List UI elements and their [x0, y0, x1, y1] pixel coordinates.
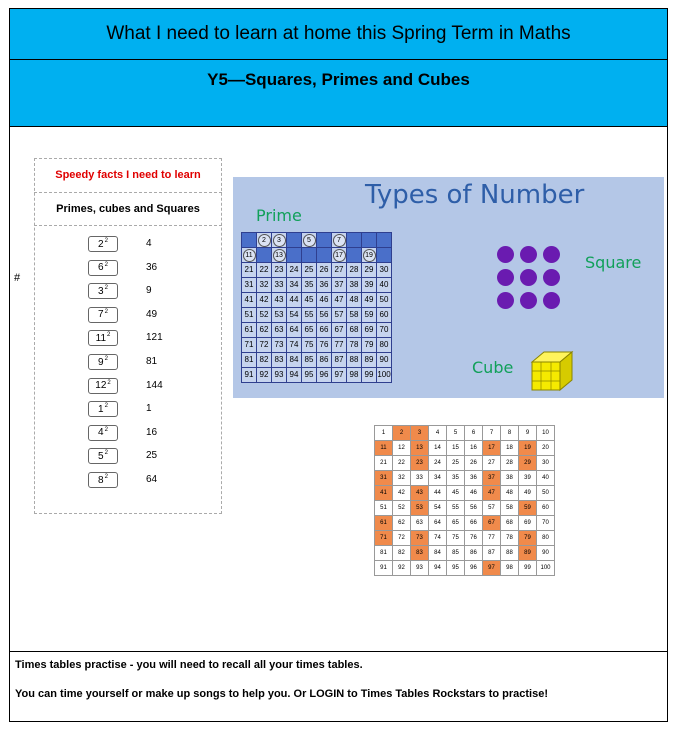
grid-cell: 57 [332, 308, 347, 323]
grid-cell: 95 [302, 368, 317, 383]
power-box [88, 401, 118, 417]
power-box [88, 425, 118, 441]
grid-cell: 38 [501, 471, 519, 486]
grid-cell: 83 [411, 546, 429, 561]
power-answer: 25 [146, 450, 158, 462]
power-base: 12 [95, 380, 107, 392]
grid-cell: 49 [362, 293, 377, 308]
grid-cell: 45 [447, 486, 465, 501]
page-title: What I need to learn at home this Spring Term in Maths [9, 8, 668, 60]
grid-cell: 97 [332, 368, 347, 383]
grid-cell: 7 [483, 426, 501, 441]
grid-cell: 36 [465, 471, 483, 486]
square-dot [497, 292, 514, 309]
grid-cell: 60 [377, 308, 392, 323]
power-base: 5 [98, 450, 104, 462]
square-dot [497, 246, 514, 263]
grid-cell: 33 [411, 471, 429, 486]
grid-cell: 90 [377, 353, 392, 368]
grid-cell: 30 [377, 263, 392, 278]
grid-cell [317, 233, 332, 248]
grid-cell: 98 [347, 368, 362, 383]
grid-cell: 33 [272, 278, 287, 293]
grid-cell: 81 [375, 546, 393, 561]
grid-cell: 90 [537, 546, 555, 561]
grid-cell [242, 233, 257, 248]
grid-cell: 12 [393, 441, 411, 456]
grid-cell: 96 [465, 561, 483, 576]
grid-cell: 21 [375, 456, 393, 471]
power-box [88, 354, 118, 370]
grid-cell: 93 [272, 368, 287, 383]
grid-cell [257, 233, 272, 248]
grid-cell: 45 [302, 293, 317, 308]
prime-hundred-grid [241, 232, 392, 383]
square-dot [543, 292, 560, 309]
grid-cell: 11 [375, 441, 393, 456]
grid-cell: 50 [537, 486, 555, 501]
grid-cell: 53 [272, 308, 287, 323]
grid-cell: 77 [483, 531, 501, 546]
grid-cell: 23 [272, 263, 287, 278]
power-exponent: 2 [104, 403, 108, 410]
grid-cell: 89 [519, 546, 537, 561]
footer-line-1: Times tables practise - you will need to recall all your times tables. [15, 659, 363, 671]
grid-cell: 92 [393, 561, 411, 576]
grid-cell: 66 [465, 516, 483, 531]
power-answer: 64 [146, 474, 158, 485]
grid-cell: 4 [429, 426, 447, 441]
footer-divider [9, 651, 668, 652]
grid-cell: 24 [429, 456, 447, 471]
grid-cell: 55 [447, 501, 465, 516]
power-box [88, 236, 118, 252]
power-box [88, 307, 118, 323]
grid-cell: 23 [411, 456, 429, 471]
grid-cell: 64 [287, 323, 302, 338]
power-exponent: 2 [104, 474, 108, 480]
grid-cell: 41 [375, 486, 393, 501]
power-answer: 4 [146, 238, 152, 249]
grid-cell: 76 [465, 531, 483, 546]
grid-cell: 94 [287, 368, 302, 383]
grid-cell: 89 [362, 353, 377, 368]
grid-cell: 51 [375, 501, 393, 516]
grid-cell: 29 [519, 456, 537, 471]
grid-cell: 80 [377, 338, 392, 353]
power-box [88, 472, 118, 488]
grid-cell: 86 [317, 353, 332, 368]
power-answer: 1 [146, 403, 152, 415]
grid-cell: 39 [362, 278, 377, 293]
grid-cell: 36 [317, 278, 332, 293]
grid-cell: 27 [332, 263, 347, 278]
grid-cell: 84 [287, 353, 302, 368]
grid-cell [332, 248, 347, 263]
square-label: Square [585, 253, 642, 272]
circled-prime: 3 [273, 234, 286, 247]
square-dot [497, 269, 514, 286]
square-dot [520, 246, 537, 263]
grid-cell: 41 [242, 293, 257, 308]
grid-cell: 93 [411, 561, 429, 576]
grid-cell: 43 [272, 293, 287, 308]
grid-cell: 71 [375, 531, 393, 546]
grid-cell: 76 [317, 338, 332, 353]
grid-cell: 46 [465, 486, 483, 501]
grid-cell: 50 [377, 293, 392, 308]
grid-cell: 51 [242, 308, 257, 323]
grid-cell: 62 [393, 516, 411, 531]
grid-cell: 59 [519, 501, 537, 516]
power-exponent: 2 [104, 426, 108, 433]
grid-cell: 63 [272, 323, 287, 338]
grid-cell [272, 248, 287, 263]
grid-cell: 2 [393, 426, 411, 441]
grid-cell: 80 [537, 531, 555, 546]
power-exponent: 2 [104, 308, 108, 315]
grid-cell: 78 [501, 531, 519, 546]
grid-cell [347, 248, 362, 263]
grid-cell: 44 [287, 293, 302, 308]
grid-cell: 57 [483, 501, 501, 516]
grid-cell: 60 [537, 501, 555, 516]
grid-cell: 73 [411, 531, 429, 546]
grid-cell: 96 [317, 368, 332, 383]
grid-cell: 70 [537, 516, 555, 531]
grid-cell: 62 [257, 323, 272, 338]
facts-subtitle: Primes, cubes and Squares [56, 203, 200, 215]
grid-cell: 99 [519, 561, 537, 576]
grid-cell: 70 [377, 323, 392, 338]
grid-cell: 21 [242, 263, 257, 278]
power-base: 11 [95, 332, 107, 344]
power-answer: 36 [146, 261, 158, 273]
grid-cell: 26 [465, 456, 483, 471]
grid-cell: 69 [519, 516, 537, 531]
grid-cell: 34 [429, 471, 447, 486]
grid-cell: 39 [519, 471, 537, 486]
grid-cell [287, 248, 302, 263]
grid-cell: 42 [393, 486, 411, 501]
grid-cell: 68 [501, 516, 519, 531]
power-base: 3 [98, 285, 104, 297]
grid-cell: 61 [375, 516, 393, 531]
grid-cell [287, 233, 302, 248]
grid-cell: 100 [537, 561, 555, 576]
power-answer: 144 [146, 379, 163, 391]
grid-cell: 37 [483, 471, 501, 486]
grid-cell: 5 [447, 426, 465, 441]
grid-cell: 63 [411, 516, 429, 531]
power-answer: 16 [146, 426, 158, 438]
grid-cell: 26 [317, 263, 332, 278]
grid-cell: 47 [332, 293, 347, 308]
grid-cell: 100 [377, 368, 392, 383]
power-box [88, 378, 118, 394]
grid-cell: 16 [465, 441, 483, 456]
power-exponent: 2 [107, 379, 111, 386]
grid-cell: 74 [287, 338, 302, 353]
grid-cell: 68 [347, 323, 362, 338]
grid-cell: 91 [375, 561, 393, 576]
grid-cell: 31 [375, 471, 393, 486]
grid-cell: 98 [501, 561, 519, 576]
grid-cell: 40 [377, 278, 392, 293]
grid-cell: 61 [242, 323, 257, 338]
circled-prime: 11 [243, 249, 256, 262]
grid-cell [302, 233, 317, 248]
grid-cell: 58 [347, 308, 362, 323]
grid-cell: 82 [393, 546, 411, 561]
types-of-number-title: Types of Number [365, 180, 585, 210]
power-exponent: 2 [104, 450, 108, 457]
grid-cell: 15 [447, 441, 465, 456]
cube-icon [530, 350, 574, 392]
grid-cell [332, 233, 347, 248]
grid-cell: 3 [411, 426, 429, 441]
grid-cell: 56 [465, 501, 483, 516]
grid-cell: 35 [447, 471, 465, 486]
grid-cell [362, 233, 377, 248]
grid-cell: 48 [501, 486, 519, 501]
grid-cell: 83 [272, 353, 287, 368]
power-base: 8 [98, 474, 104, 486]
grid-cell: 47 [483, 486, 501, 501]
power-box [88, 283, 118, 299]
grid-cell: 31 [242, 278, 257, 293]
grid-cell: 72 [257, 338, 272, 353]
grid-cell: 97 [483, 561, 501, 576]
grid-cell: 46 [317, 293, 332, 308]
prime-label: Prime [256, 206, 302, 225]
grid-cell: 25 [447, 456, 465, 471]
power-base: 2 [98, 238, 104, 250]
grid-cell: 56 [317, 308, 332, 323]
grid-cell [272, 233, 287, 248]
grid-cell: 54 [287, 308, 302, 323]
grid-cell: 24 [287, 263, 302, 278]
grid-cell: 20 [537, 441, 555, 456]
grid-cell: 67 [332, 323, 347, 338]
grid-cell: 32 [393, 471, 411, 486]
grid-cell: 92 [257, 368, 272, 383]
grid-cell: 94 [429, 561, 447, 576]
grid-cell [377, 248, 392, 263]
grid-cell: 87 [483, 546, 501, 561]
grid-cell: 66 [317, 323, 332, 338]
grid-cell: 10 [537, 426, 555, 441]
footer-line-2: You can time yourself or make up songs to help you. Or LOGIN to Times Tables Rockstars to practise! [15, 688, 549, 700]
grid-cell: 91 [242, 368, 257, 383]
grid-cell: 29 [362, 263, 377, 278]
power-base: 9 [98, 356, 104, 368]
grid-cell: 54 [429, 501, 447, 516]
grid-cell: 28 [501, 456, 519, 471]
grid-cell: 84 [429, 546, 447, 561]
page-subtitle: Y5—Squares, Primes and Cubes [9, 59, 668, 127]
square-dot [543, 246, 560, 263]
grid-cell: 78 [347, 338, 362, 353]
grid-cell: 37 [332, 278, 347, 293]
hundred-square-primes [374, 425, 555, 576]
circled-prime: 2 [258, 234, 271, 247]
hash-mark: # [14, 272, 21, 284]
grid-cell: 9 [519, 426, 537, 441]
square-dot [520, 269, 537, 286]
grid-cell: 25 [302, 263, 317, 278]
grid-cell: 65 [447, 516, 465, 531]
facts-divider [34, 225, 222, 226]
grid-cell [377, 233, 392, 248]
grid-cell: 71 [242, 338, 257, 353]
facts-title: Speedy facts I need to learn [55, 169, 201, 181]
grid-cell: 79 [519, 531, 537, 546]
power-answer: 9 [146, 285, 152, 297]
power-answer: 81 [146, 356, 158, 367]
circled-prime: 17 [333, 249, 346, 262]
grid-cell: 88 [347, 353, 362, 368]
circled-prime: 19 [363, 249, 376, 262]
power-base: 7 [98, 309, 104, 321]
grid-cell: 77 [332, 338, 347, 353]
grid-cell: 49 [519, 486, 537, 501]
square-dot [543, 269, 560, 286]
power-box [88, 330, 118, 346]
grid-cell: 69 [362, 323, 377, 338]
grid-cell: 52 [257, 308, 272, 323]
grid-cell: 44 [429, 486, 447, 501]
grid-cell: 95 [447, 561, 465, 576]
power-base: 1 [98, 403, 104, 415]
grid-cell: 6 [465, 426, 483, 441]
grid-cell: 17 [483, 441, 501, 456]
power-exponent: 2 [104, 285, 108, 292]
circled-prime: 13 [273, 249, 286, 262]
grid-cell: 27 [483, 456, 501, 471]
grid-cell [242, 248, 257, 263]
grid-cell: 52 [393, 501, 411, 516]
grid-cell: 74 [429, 531, 447, 546]
grid-cell: 30 [537, 456, 555, 471]
power-exponent: 2 [104, 261, 108, 268]
power-box [88, 448, 118, 464]
cube-label: Cube [472, 358, 514, 377]
grid-cell: 43 [411, 486, 429, 501]
grid-cell: 48 [347, 293, 362, 308]
grid-cell: 79 [362, 338, 377, 353]
grid-cell: 99 [362, 368, 377, 383]
grid-cell: 55 [302, 308, 317, 323]
grid-cell [257, 248, 272, 263]
grid-cell: 58 [501, 501, 519, 516]
grid-cell: 32 [257, 278, 272, 293]
grid-cell: 38 [347, 278, 362, 293]
grid-cell: 81 [242, 353, 257, 368]
power-exponent: 2 [104, 238, 108, 244]
grid-cell: 1 [375, 426, 393, 441]
grid-cell [362, 248, 377, 263]
power-answer: 49 [146, 308, 158, 320]
circled-prime: 7 [333, 234, 346, 247]
grid-cell: 22 [393, 456, 411, 471]
grid-cell: 35 [302, 278, 317, 293]
square-dot [520, 292, 537, 309]
grid-cell: 72 [393, 531, 411, 546]
grid-cell [302, 248, 317, 263]
grid-cell: 40 [537, 471, 555, 486]
grid-cell: 65 [302, 323, 317, 338]
power-exponent: 2 [107, 332, 111, 339]
power-box [88, 260, 118, 276]
grid-cell: 22 [257, 263, 272, 278]
power-base: 6 [98, 262, 104, 274]
grid-cell: 75 [302, 338, 317, 353]
grid-cell: 87 [332, 353, 347, 368]
grid-cell: 82 [257, 353, 272, 368]
grid-cell: 53 [411, 501, 429, 516]
grid-cell: 75 [447, 531, 465, 546]
grid-cell: 88 [501, 546, 519, 561]
grid-cell: 85 [447, 546, 465, 561]
grid-cell: 67 [483, 516, 501, 531]
circled-prime: 5 [303, 234, 316, 247]
grid-cell: 28 [347, 263, 362, 278]
grid-cell: 8 [501, 426, 519, 441]
grid-cell: 59 [362, 308, 377, 323]
grid-cell: 86 [465, 546, 483, 561]
grid-cell [317, 248, 332, 263]
grid-cell: 18 [501, 441, 519, 456]
grid-cell: 73 [272, 338, 287, 353]
grid-cell: 34 [287, 278, 302, 293]
power-base: 4 [98, 427, 104, 439]
grid-cell: 19 [519, 441, 537, 456]
grid-cell: 14 [429, 441, 447, 456]
power-exponent: 2 [104, 356, 108, 362]
grid-cell [347, 233, 362, 248]
grid-cell: 13 [411, 441, 429, 456]
grid-cell: 64 [429, 516, 447, 531]
power-answer: 121 [146, 332, 163, 344]
grid-cell: 42 [257, 293, 272, 308]
grid-cell: 85 [302, 353, 317, 368]
